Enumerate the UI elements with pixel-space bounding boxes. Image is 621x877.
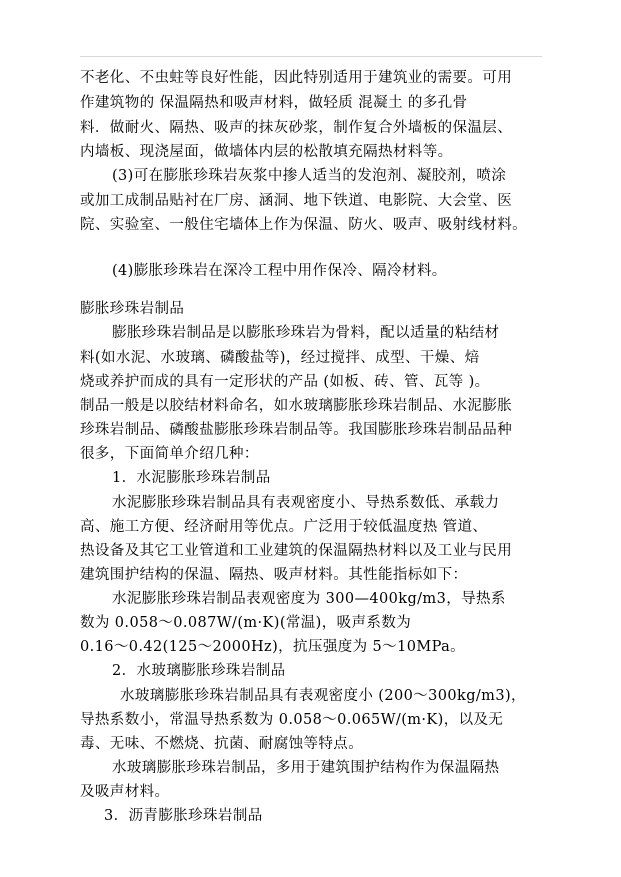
text-line: 高、施工方便、经济耐用等优点。广泛用于较低温度热 管道、 bbox=[80, 519, 488, 535]
text-line: 0.16～0.42(125～2000Hz)，抗压强度为 5～10MPa。 bbox=[80, 639, 466, 655]
header-rule bbox=[80, 56, 542, 57]
text-line: 水泥膨胀珍珠岩制品表观密度为 300—400kg/m3，导热系 bbox=[112, 591, 506, 607]
section-heading: 膨胀珍珠岩制品 bbox=[80, 301, 185, 317]
text-line: (4)膨胀珍珠岩在深冷工程中用作保冷、隔冷材料。 bbox=[112, 263, 447, 279]
subsection-heading: 2．水玻璃膨胀珍珠岩制品 bbox=[112, 663, 286, 679]
text-line: 热设备及其它工业管道和工业建筑的保温隔热材料以及工业与民用 bbox=[80, 543, 513, 559]
text-line: 院、实验室、一般住宅墙体上作为保温、防火、吸声、吸射线材料。 bbox=[80, 217, 527, 233]
subsection-heading: 1．水泥膨胀珍珠岩制品 bbox=[112, 470, 271, 486]
text-line: 很多，下面简单介绍几种： bbox=[80, 446, 259, 462]
text-line: 及吸声材料。 bbox=[80, 784, 170, 800]
text-line: 内墙板、现浇屋面，做墙体内层的松散填充隔热材料等。 bbox=[80, 144, 453, 160]
text-line: 料．做耐火、隔热、吸声的抹灰砂浆，制作复合外墙板的保温层、 bbox=[80, 120, 513, 136]
subsection-heading: 3．沥青膨胀珍珠岩制品 bbox=[104, 808, 263, 824]
text-line: 水泥膨胀珍珠岩制品具有表观密度小、导热系数低、承载力 bbox=[112, 495, 500, 511]
text-line: 水玻璃膨胀珍珠岩制品具有表观密度小 (200～300kg/m3)， bbox=[120, 688, 526, 704]
text-line: 不老化、不虫蛀等良好性能，因此特别适用于建筑业的需要。可用 bbox=[80, 70, 513, 86]
text-line: 毒、无味、不燃烧、抗菌、耐腐蚀等特点。 bbox=[80, 736, 364, 752]
text-line: 烧或养护而成的具有一定形状的产品 (如板、砖、管、瓦等 )。 bbox=[80, 374, 490, 390]
text-line: (3)可在膨胀珍珠岩灰浆中掺人适当的发泡剂、凝胶剂，喷涂 bbox=[112, 168, 507, 184]
text-line: 制品一般是以胶结材料命名，如水玻璃膨胀珍珠岩制品、水泥膨胀 bbox=[80, 398, 513, 414]
text-line: 珍珠岩制品、磷酸盐膨胀珍珠岩制品等。我国膨胀珍珠岩制品品种 bbox=[80, 422, 513, 438]
text-line: 或加工成制品贴衬在厂房、涵洞、地下铁道、电影院、大会堂、医 bbox=[80, 193, 513, 209]
text-line: 数为 0.058～0.087W/(m·K)(常温)，吸声系数为 bbox=[80, 615, 412, 631]
text-line: 料(如水泥、水玻璃、磷酸盐等)，经过搅拌、成型、干燥、焙 bbox=[80, 350, 480, 366]
text-line: 导热系数小，常温导热系数为 0.058～0.065W/(m·K)，以及无 bbox=[80, 712, 504, 728]
text-line: 作建筑物的 保温隔热和吸声材料，做轻质 混凝土 的多孔骨 bbox=[80, 95, 468, 111]
text-line: 建筑围护结构的保温、隔热、吸声材料。其性能指标如下： bbox=[80, 567, 468, 583]
text-line: 膨胀珍珠岩制品是以膨胀珍珠岩为骨料，配以适量的粘结材 bbox=[112, 325, 500, 341]
text-line: 水玻璃膨胀珍珠岩制品，多用于建筑围护结构作为保温隔热 bbox=[112, 760, 500, 776]
